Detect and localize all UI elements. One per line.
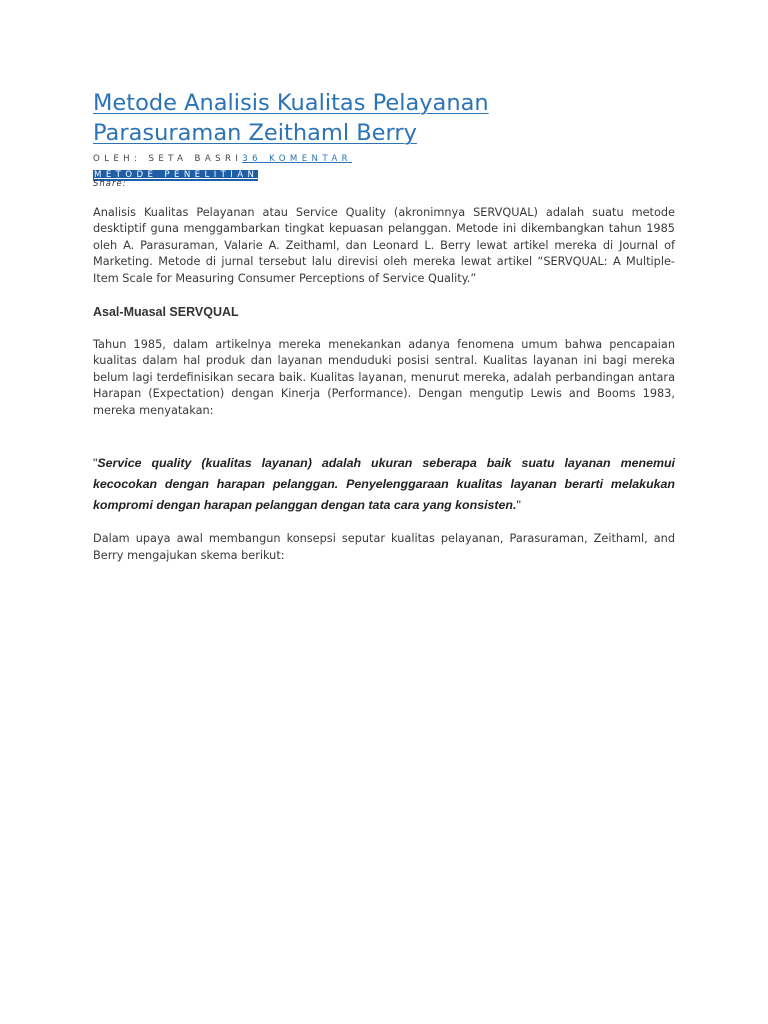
- article-title: [93, 88, 675, 148]
- paragraph-schema-intro: Dalam upaya awal membangun konsepsi seputar kualitas pelayanan, Parasuraman, Zeithaml, and Berry mengajukan skema berikut:: [93, 532, 675, 562]
- paragraph-intro: Analisis Kualitas Pelayanan atau Service Quality (akronimnya SERVQUAL) adalah suatu metode desktiptif guna menggambarkan tingkat kepuasan pelanggan. Metode ini dikembangkan tahun 1985 oleh A. Parasuraman, Valarie A. Zeithaml, dan Leonard L. Berry lewat artikel mereka di Journal of Marketing. Metode di jurnal tersebut lalu direvisi oleh mereka lewat artikel “SERVQUAL: A Multiple-Item Scale for Measuring Consumer Perceptions of Service Quality.”: [93, 206, 675, 285]
- category-row: [93, 166, 675, 178]
- section-heading: Asal-Muasal SERVQUAL: [93, 305, 239, 320]
- title-line-2: Parasuraman Zeithaml Berry: [93, 120, 417, 146]
- title-line-1: Metode Analisis Kualitas Pelayanan: [93, 90, 489, 116]
- paragraph-background: Tahun 1985, dalam artikelnya mereka menekankan adanya fenomena umum bahwa pencapaian kualitas dalam hal produk dan layanan menduduki posisi sentral. Kualitas layanan ini bagi mereka belum lagi terdefinisikan secara baik. Kualitas layanan, menurut mereka, adalah perbandingan antara Harapan (Expectation) dengan Kinerja (Performance). Dengan mengutip Lewis and Booms 1983, mereka menyatakan:: [93, 338, 675, 417]
- share-label: Share:: [93, 179, 127, 189]
- comments-link[interactable]: 36 KOMENTAR: [242, 154, 352, 164]
- block-quote: [93, 453, 675, 515]
- byline-row: [93, 153, 675, 165]
- article: [93, 88, 675, 564]
- article-title-link[interactable]: [93, 90, 489, 146]
- byline-author: OLEH: SETA BASRI: [93, 154, 243, 164]
- category-link[interactable]: METODE PENELITIAN: [94, 170, 259, 180]
- quote-close-mark: ": [516, 497, 521, 512]
- quote-text: Service quality (kualitas layanan) adalah ukuran seberapa baik suatu layanan menemui kecocokan dengan harapan pelanggan. Penyelenggaraan kualitas layanan berarti melakukan kompromi dengan harapan pelanggan dengan tata cara yang konsisten.: [93, 456, 675, 512]
- quote-open-mark: ": [93, 456, 98, 471]
